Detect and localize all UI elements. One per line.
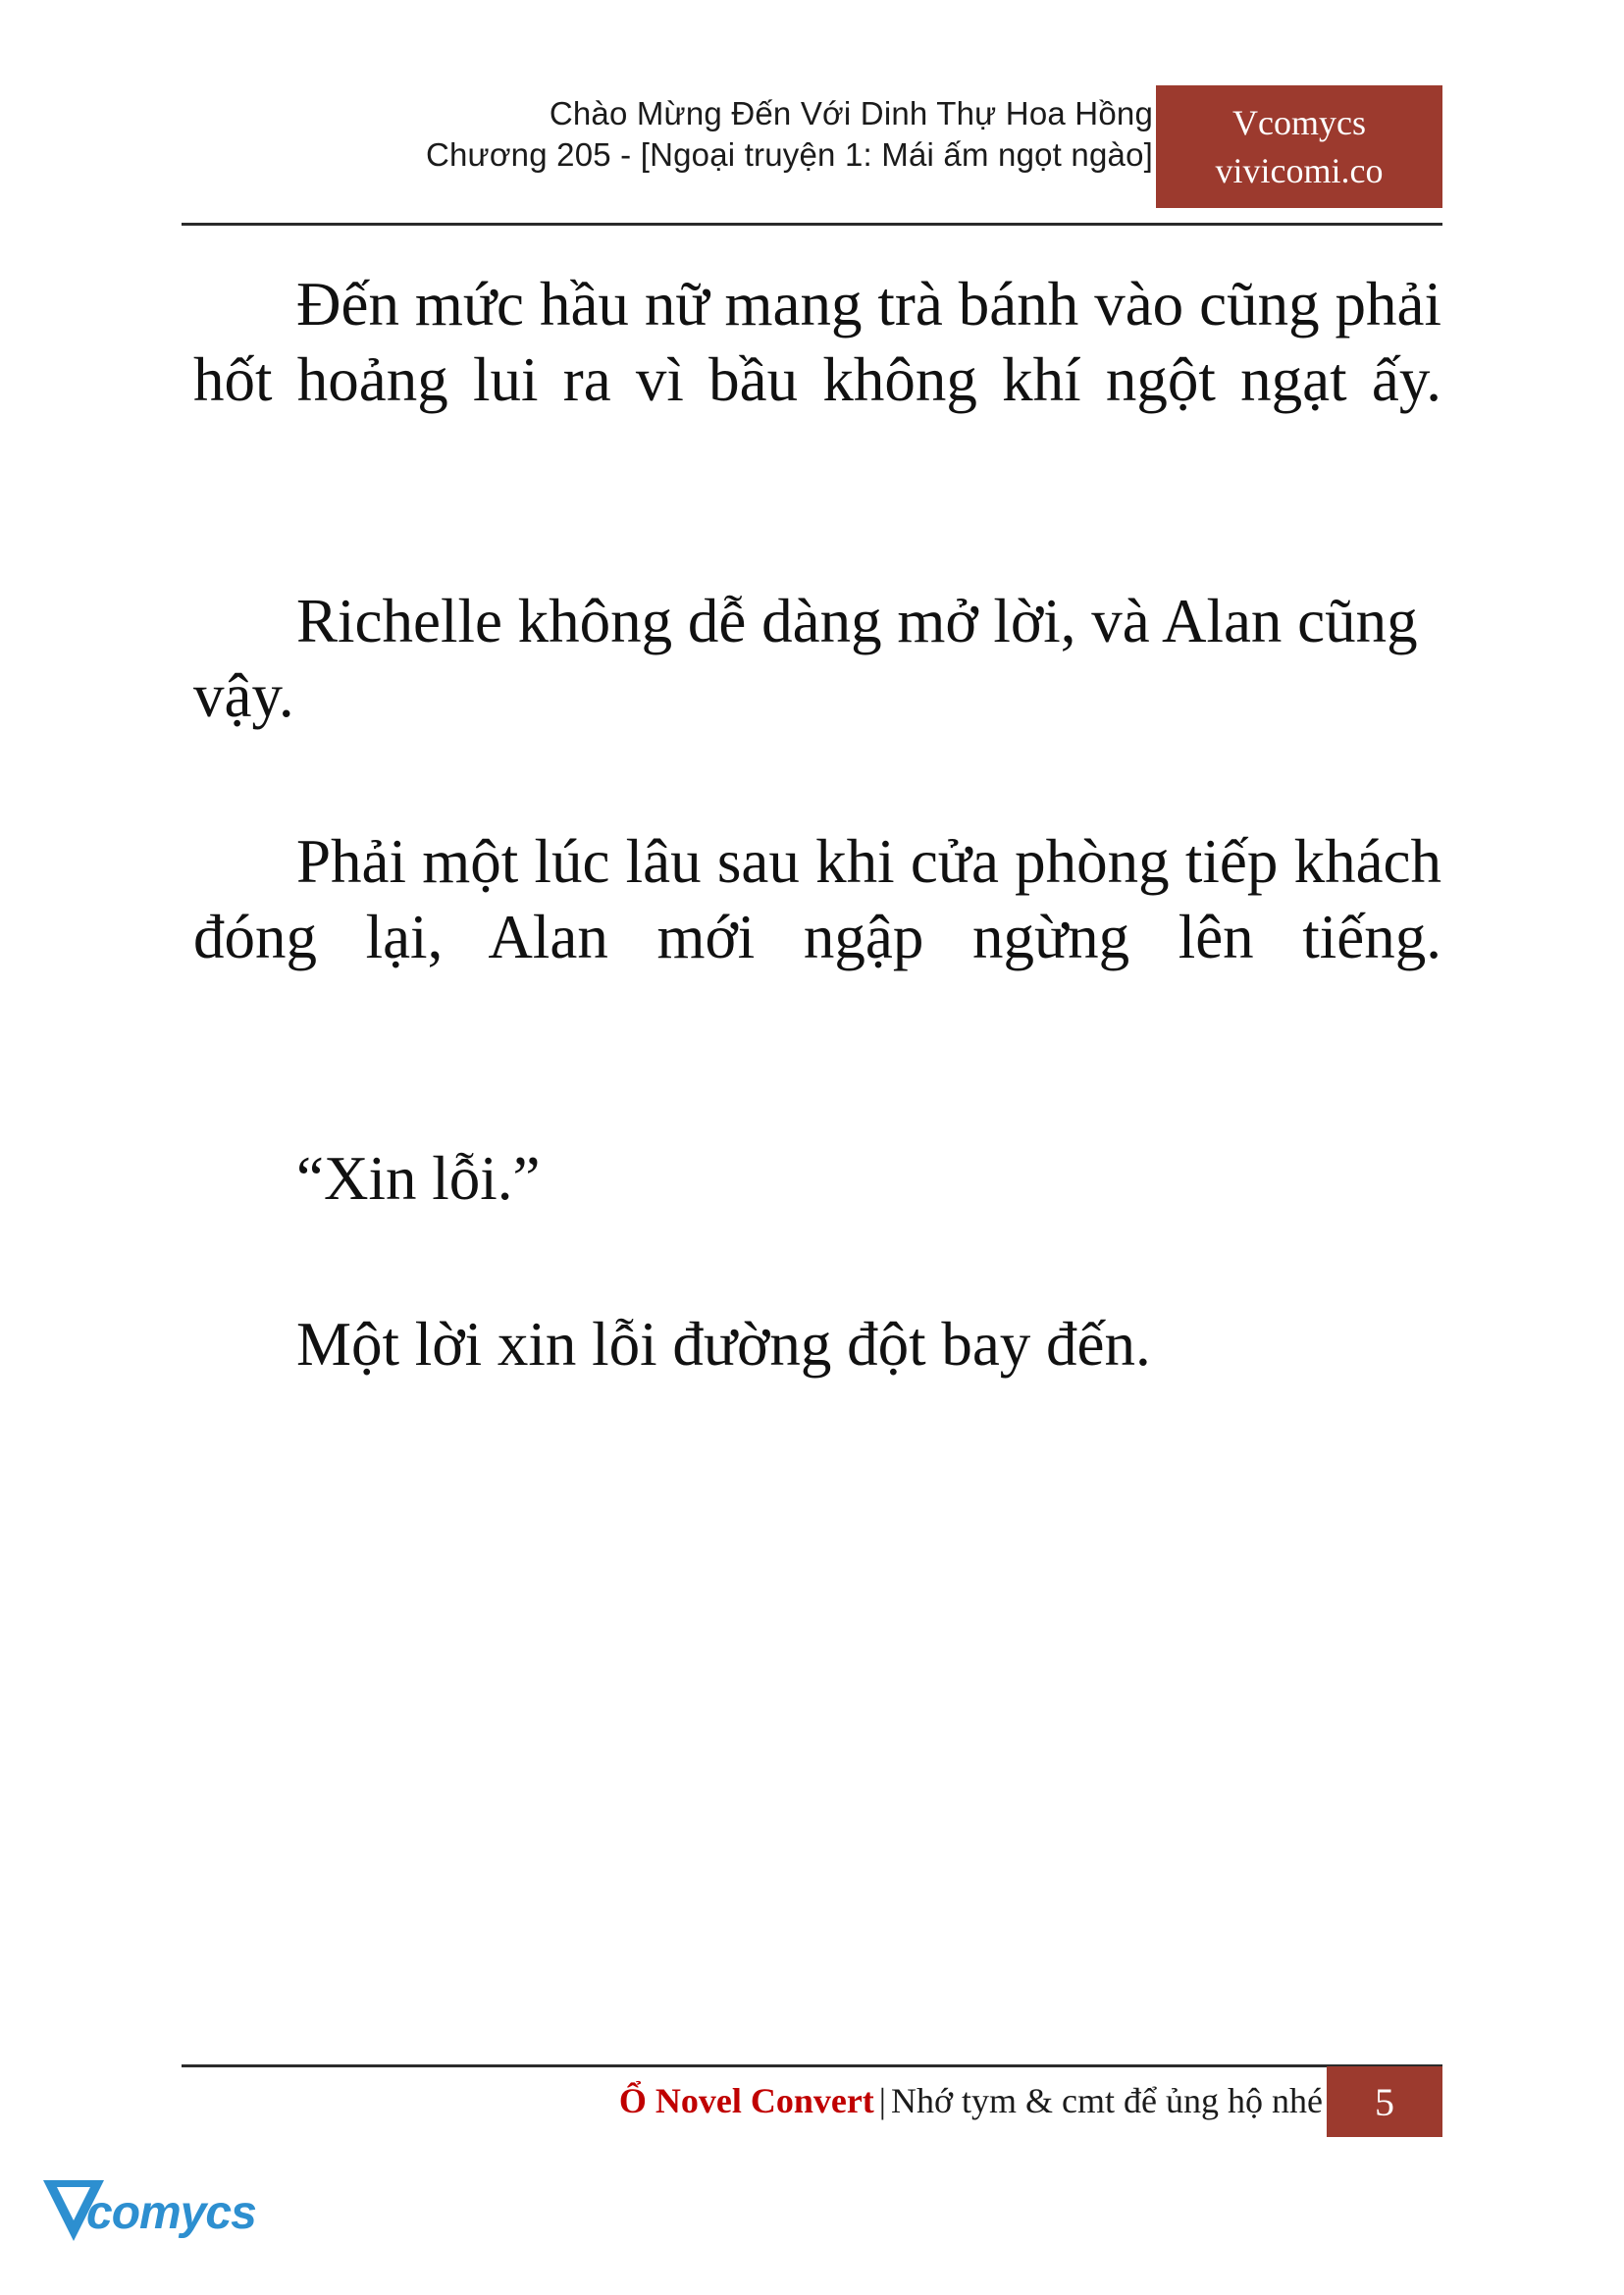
site-badge — [1156, 85, 1442, 208]
footer-divider — [182, 2064, 1442, 2067]
footer-separator: | — [878, 2081, 887, 2120]
v-logo-inner-icon — [57, 2187, 90, 2220]
vcomycs-watermark — [43, 2180, 259, 2265]
page-number-badge: 5 — [1327, 2066, 1442, 2137]
page-header — [182, 93, 1442, 221]
paragraph: Một lời xin lỗi đường đột bay đến. — [296, 1309, 1151, 1379]
paragraph: Đến mức hầu nữ mang trà bánh vào cũng phải hốt hoảng lui ra vì bầu không khí ngột ngạt ấy. — [193, 270, 1441, 414]
header-title-line-2: Chương 205 - [Ngoại truyện 1: Mái ấm ngọt ngào] — [425, 136, 1153, 174]
site-badge-name: Vcomycs — [1232, 102, 1366, 142]
header-title-block — [426, 93, 1153, 176]
header-title-line-1: Chào Mừng Đến Với Dinh Thự Hoa Hồng — [549, 95, 1153, 131]
page-footer — [182, 2072, 1442, 2143]
paragraph: “Xin lỗi.” — [296, 1143, 541, 1213]
footer-credit — [619, 2080, 1323, 2121]
header-divider — [182, 223, 1442, 226]
footer-note: Nhớ tym & cmt để ủng hộ nhé — [891, 2081, 1323, 2120]
site-badge-url: vivicomi.co — [1215, 150, 1384, 190]
footer-brand: Ổ Novel Convert — [618, 2081, 874, 2120]
watermark-label: comycs — [86, 2187, 256, 2239]
page-content — [193, 267, 1441, 1473]
paragraph: Richelle không dễ dàng mở lời, và Alan cũng vậy. — [193, 586, 1418, 731]
paragraph: Phải một lúc lâu sau khi cửa phòng tiếp khách đóng lại, Alan mới ngập ngừng lên tiếng. — [193, 827, 1441, 972]
